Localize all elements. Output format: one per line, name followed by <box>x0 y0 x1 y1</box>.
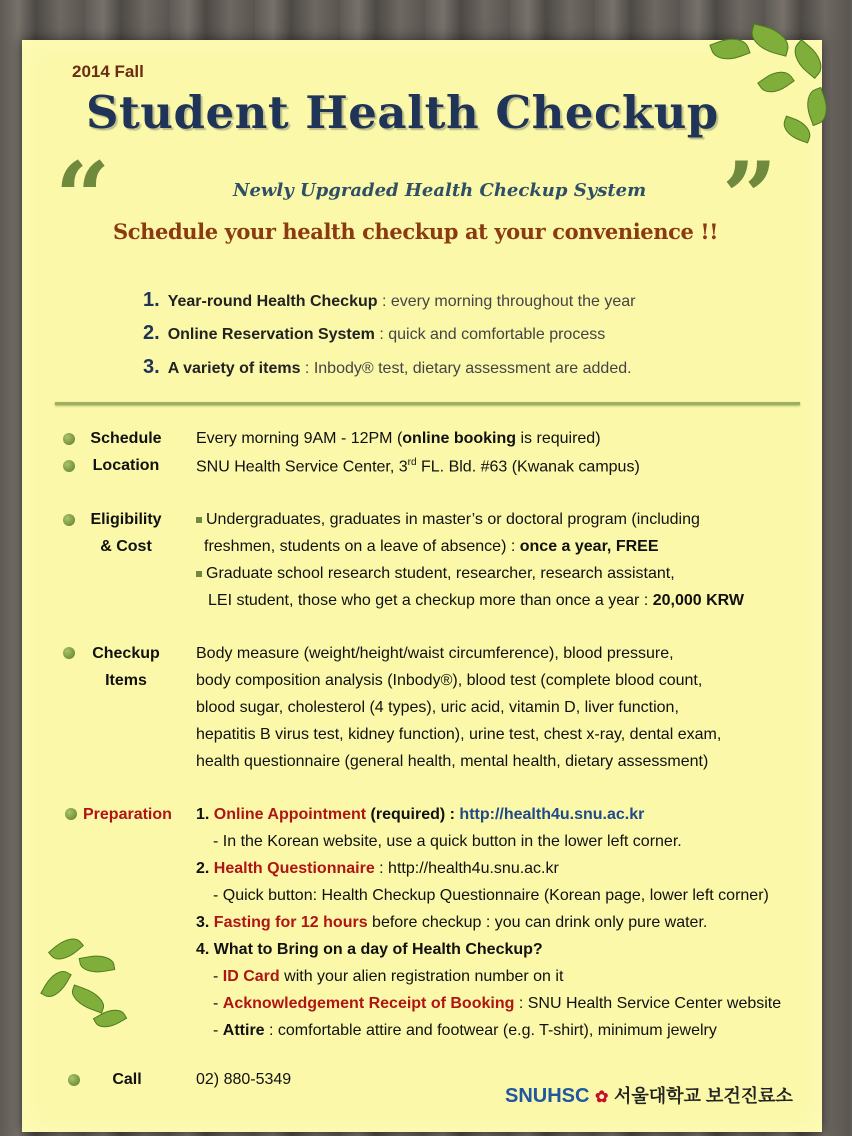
items-line: hepatitis B virus test, kidney function), urine test, chest x-ray, dental exam, <box>196 726 722 743</box>
preparation-label: Preparation <box>83 806 172 823</box>
bullet-icon <box>63 460 75 472</box>
items-line: Body measure (weight/height/waist circumference), blood pressure, <box>196 645 674 662</box>
feature-item: 1. Year-round Health Checkup : every morning throughout the year <box>143 289 636 311</box>
eligibility-line: LEI student, those who get a checkup more than once a year : 20,000 KRW <box>208 592 745 609</box>
prep-step: 1. Online Appointment (required) : http://health4u.snu.ac.kr <box>196 806 645 823</box>
bullet-icon <box>65 808 77 820</box>
bullet-icon <box>63 514 75 526</box>
eligibility-line: Graduate school research student, researcher, research assistant, <box>196 565 675 583</box>
feature-item: 2. Online Reservation System : quick and comfortable process <box>143 322 606 344</box>
items-line: body composition analysis (Inbody®), blood test (complete blood count, <box>196 672 703 689</box>
tagline: Schedule your health checkup at your convenience !! <box>113 219 719 244</box>
schedule-value: Every morning 9AM - 12PM (online booking is required) <box>196 430 601 447</box>
bring-item: - Acknowledgement Receipt of Booking : SNU Health Service Center website <box>213 995 782 1012</box>
subtitle: Newly Upgraded Health Checkup System <box>233 180 647 201</box>
open-quote-icon: “ <box>55 141 111 254</box>
items-line: blood sugar, cholesterol (4 types), uric acid, vitamin D, liver function, <box>196 699 679 716</box>
eligibility-label: Eligibility <box>90 511 162 528</box>
bullet-icon <box>63 647 75 659</box>
phone-number: 02) 880-5349 <box>196 1071 292 1088</box>
prep-note: - Quick button: Health Checkup Questionnaire (Korean page, lower left corner) <box>213 887 769 904</box>
location-label: Location <box>92 457 160 474</box>
call-label: Call <box>112 1071 142 1088</box>
prep-step: 4. What to Bring on a day of Health Checkup? <box>196 941 543 958</box>
close-quote-icon: ” <box>722 141 778 254</box>
health4u-link[interactable]: http://health4u.snu.ac.kr <box>459 806 645 823</box>
prep-note: - In the Korean website, use a quick button in the lower left corner. <box>213 833 682 850</box>
items-label: Items <box>105 672 147 689</box>
items-line: health questionnaire (general health, mental health, dietary assessment) <box>196 753 709 770</box>
cost-label: & Cost <box>100 538 152 555</box>
prep-step: 2. Health Questionnaire : http://health4u.snu.ac.kr <box>196 860 559 877</box>
bring-item: - Attire : comfortable attire and footwear (e.g. T-shirt), minimum jewelry <box>213 1022 717 1039</box>
snuhsc-logo: SNUHSC ✿ 서울대학교 보건진료소 <box>505 1085 793 1107</box>
page-title: Student Health Checkup <box>86 86 719 139</box>
eligibility-line: freshmen, students on a leave of absence) : once a year, FREE <box>204 538 659 555</box>
location-value: SNU Health Service Center, 3rd FL. Bld. #63 (Kwanak campus) <box>196 457 640 476</box>
checkup-label: Checkup <box>92 645 160 662</box>
logo-emblem-icon: ✿ <box>595 1089 609 1106</box>
bring-item: - ID Card with your alien registration number on it <box>213 968 564 985</box>
feature-item: 3. A variety of items : Inbody® test, dietary assessment are added. <box>143 356 632 378</box>
season-label: 2014 Fall <box>72 62 144 81</box>
eligibility-line: Undergraduates, graduates in master’s or doctoral program (including <box>196 511 700 529</box>
schedule-label: Schedule <box>90 430 162 447</box>
bullet-icon <box>63 433 75 445</box>
prep-step: 3. Fasting for 12 hours before checkup : you can drink only pure water. <box>196 914 708 931</box>
divider <box>55 402 800 405</box>
